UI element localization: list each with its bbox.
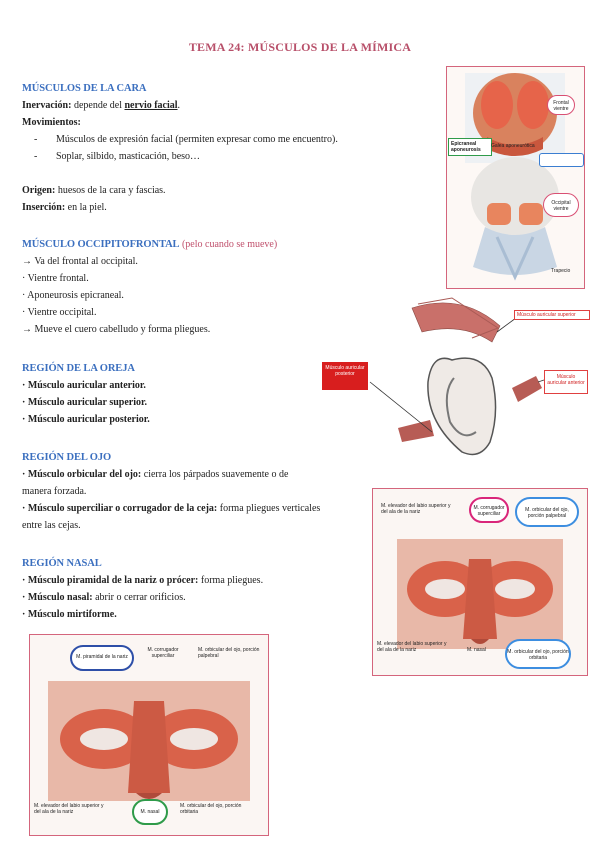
label-elevador-bottom: M. elevador del labio superior y del ala de la nariz — [377, 641, 447, 653]
label-epicraneal: Epicraneal aponeurosis — [448, 138, 492, 156]
section-heading: MÚSCULOS DE LA CARA — [22, 83, 147, 94]
label-aponeurosis — [539, 153, 584, 167]
label-galea: Galea aponeurótica — [491, 143, 535, 149]
label-nasal: M. nasal — [132, 799, 168, 825]
label-occipital: Occipital vientre — [543, 193, 579, 217]
list-item: · Músculo piramidal de la nariz o prócer: forma pliegues. — [22, 575, 264, 586]
label-corrugador: M. corrugador superciliar — [147, 647, 179, 659]
label-nasal: M. nasal — [467, 647, 486, 653]
label-auricular-posterior: Músculo auricular posterior — [322, 362, 368, 390]
label-corrugador: M. corrugador superciliar — [469, 497, 509, 523]
inervacion-line: Inervación: depende del nervio facial. — [22, 100, 181, 111]
label-piramidal: M. piramidal de la nariz — [70, 645, 134, 671]
figure-eye-region — [372, 488, 588, 676]
label-elevador: M. elevador del labio superior y del ala de la nariz — [34, 803, 104, 815]
label-auricular-superior: Músculo auricular superior — [514, 310, 590, 320]
label-orbicular-palpebral: M. orbicular del ojo, porción palpebral — [515, 497, 579, 527]
list-item: → Va del frontal al occipital. — [22, 256, 138, 267]
list-item: · Músculo auricular posterior. — [22, 414, 150, 425]
section-heading: REGIÓN DEL OJO — [22, 452, 112, 463]
section-heading: MÚSCULO OCCIPITOFRONTAL (pelo cuando se mueve) — [22, 239, 278, 250]
list-item: · Músculo nasal: abrir o cerrar orificios. — [22, 592, 186, 603]
page-title: TEMA 24: MÚSCULOS DE LA MÍMICA — [188, 40, 412, 54]
section-nasal — [22, 555, 362, 623]
figure-nasal-region — [29, 634, 269, 836]
list-item: · Vientre occipital. — [22, 307, 97, 318]
list-item: · Músculo superciliar o corrugador de la ceja: forma pliegues verticales — [22, 503, 321, 514]
label-auricular-anterior: Músculo auricular anterior — [544, 370, 588, 394]
list-item: · Músculo mirtiforme. — [22, 609, 117, 620]
list-item-cont: entre las cejas. — [22, 520, 81, 531]
list-item: · Músculo orbicular del ojo: cierra los párpados suavemente o de — [22, 469, 289, 480]
label-elevador: M. elevador del labio superior y del ala de la nariz — [381, 503, 451, 515]
movimientos-label: Movimientos: — [22, 117, 81, 128]
section-heading: REGIÓN NASAL — [22, 558, 102, 569]
label-orbicular-palpebral: M. orbicular del ojo, porción palpebral — [198, 647, 260, 659]
label-frontal: Frontal vientre — [547, 95, 575, 115]
label-orbicular-orbitaria: M. orbicular del ojo, porción orbitaria — [180, 803, 242, 815]
figure-occipitofrontal — [446, 66, 585, 289]
figure-ear — [322, 292, 592, 467]
origen-line: Origen: huesos de la cara y fascias. — [22, 185, 166, 196]
list-item: - Músculos de expresión facial (permiten expresar como me encuentro). — [34, 134, 338, 145]
list-item: · Vientre frontal. — [22, 273, 89, 284]
list-item: · Aponeurosis epicraneal. — [22, 290, 124, 301]
insercion-line: Inserción: en la piel. — [22, 202, 107, 213]
list-item: - Soplar, silbido, masticación, beso… — [34, 151, 201, 162]
list-item-cont: manera forzada. — [22, 486, 87, 497]
list-item: · Músculo auricular superior. — [22, 397, 148, 408]
section-oreja — [22, 360, 322, 428]
section-cara — [22, 80, 422, 216]
list-item: → Mueve el cuero cabelludo y forma pliegues. — [22, 324, 211, 335]
section-ojo — [22, 449, 362, 534]
label-trapecio: Trapecio — [551, 268, 571, 274]
label-orbicular-orbitaria: M. orbicular del ojo, porción orbitaria — [505, 639, 571, 669]
list-item: · Músculo auricular anterior. — [22, 380, 146, 391]
section-heading: REGIÓN DE LA OREJA — [22, 363, 135, 374]
